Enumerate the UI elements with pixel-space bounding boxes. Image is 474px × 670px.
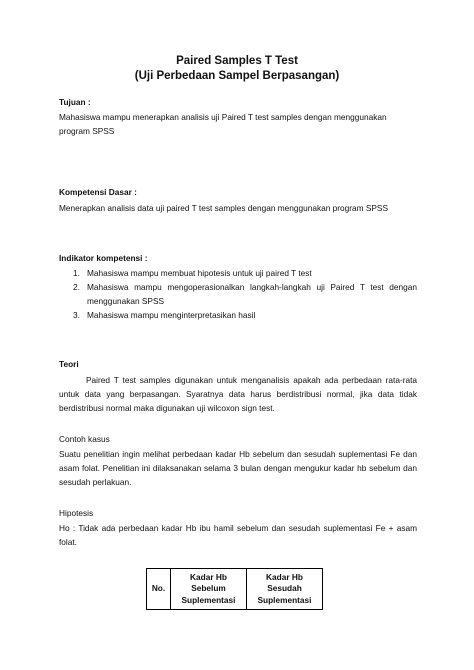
- list-item-text: Mahasiswa mampu menginterpretasikan hasil: [87, 310, 256, 320]
- table-header-sebelum: [171, 569, 247, 610]
- tujuan-heading: Tujuan :: [59, 97, 91, 107]
- header-line: Kadar Hb: [266, 571, 303, 582]
- hipotesis-text: Ho : Tidak ada perbedaan kadar Hb ibu hamil sebelum dan sesudah suplementasi Fe + asam folat.: [59, 523, 417, 547]
- indikator-heading: Indikator kompetensi :: [59, 253, 148, 263]
- list-number: 1.: [73, 268, 80, 278]
- header-line: Sesudah: [267, 583, 302, 594]
- teori-heading: Teori: [59, 359, 79, 369]
- list-number: 3.: [73, 310, 80, 320]
- indikator-list: [73, 266, 417, 322]
- contoh-heading: Contoh kasus: [59, 434, 110, 444]
- list-item: [73, 280, 417, 308]
- list-item: [73, 266, 417, 280]
- header-line: Kadar Hb: [190, 571, 227, 582]
- table-header-row: [147, 569, 323, 610]
- document-subtitle: (Uji Perbedaan Sampel Berpasangan): [134, 70, 340, 82]
- header-line: Suplementasi: [181, 594, 236, 605]
- table-header-sesudah: [247, 569, 323, 610]
- list-item-text: Mahasiswa mampu membuat hipotesis untuk uji paired T test: [87, 268, 312, 278]
- list-item-text: Mahasiswa mampu mengoperasionalkan langkah-langkah uji Paired T test dengan menggunakan SPSS: [87, 282, 417, 306]
- table-header-no: No.: [147, 569, 171, 610]
- data-table: [146, 568, 323, 610]
- kompetensi-text: Menerapkan analisis data uji paired T test samples dengan menggunakan program SPSS: [59, 203, 389, 213]
- contoh-text: Suatu penelitian ingin melihat perbedaan kadar Hb sebelum dan sesudah suplementasi Fe dan asam folat. Penelitian ini dilaksanakan selama 3 bulan dengan mengukur kadar hb sebelum dan sesudah perlakuan.: [59, 449, 417, 487]
- header-line: Sebelum: [191, 583, 226, 594]
- list-number: 2.: [73, 282, 80, 292]
- tujuan-text: Mahasiswa mampu menerapkan analisis uji Paired T test samples dengan menggunakan program SPSS: [59, 112, 387, 136]
- document-title: Paired Samples T Test: [176, 55, 298, 67]
- kompetensi-heading: Kompetensi Dasar :: [59, 187, 137, 197]
- header-line: Suplementasi: [257, 594, 312, 605]
- list-item: [73, 308, 417, 322]
- hipotesis-heading: Hipotesis: [59, 508, 94, 518]
- teori-text: Paired T test samples digunakan untuk menganalisis apakah ada perbedaan rata-rata untuk data yang berpasangan. Syaratnya data harus berdistribusi normal, jika data tidak berdistribusi normal maka digunakan uji wilcoxon sign test.: [59, 375, 417, 413]
